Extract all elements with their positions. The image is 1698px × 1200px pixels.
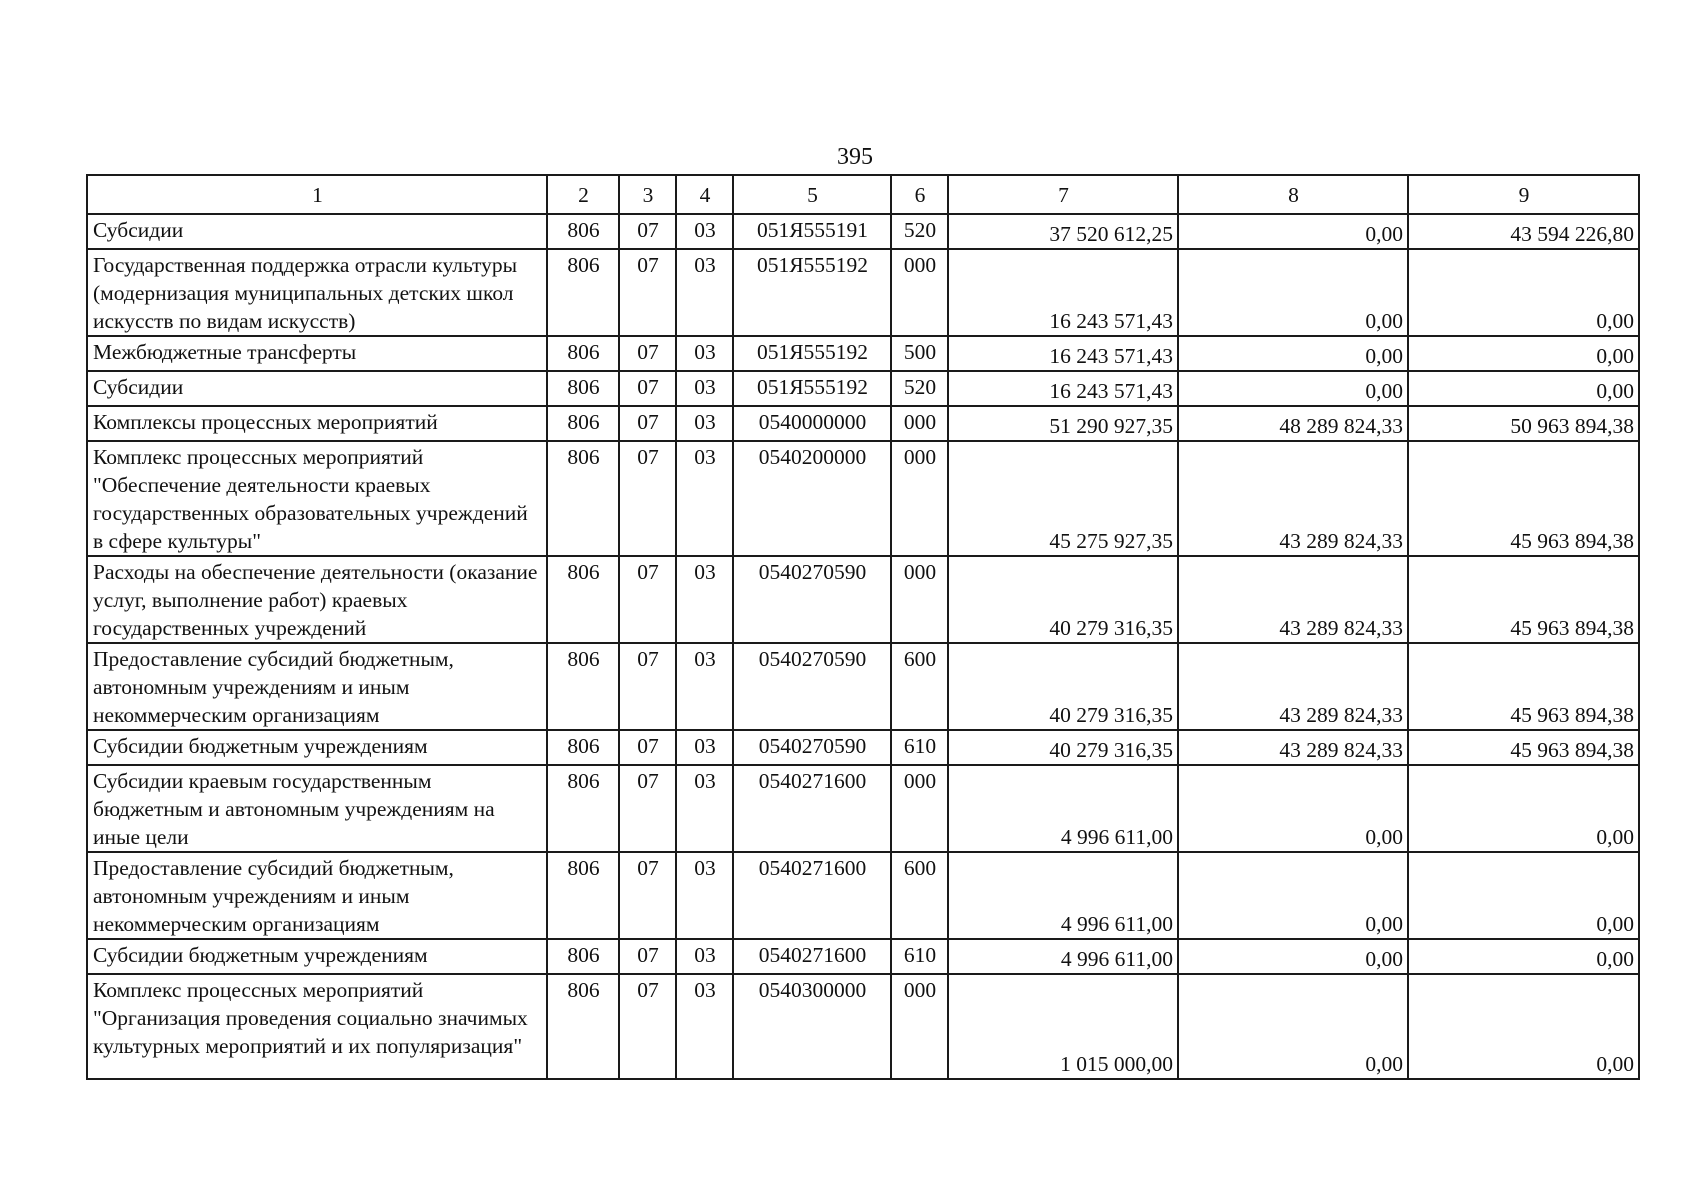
- cell-name: Государственная поддержка отрасли культуры (модернизация муниципальных детских школ искусств по видам искусств): [87, 249, 547, 336]
- cell-amount-col7: 40 279 316,35: [948, 643, 1178, 730]
- table-row: [87, 556, 1639, 643]
- table-row: [87, 371, 1639, 406]
- cell-target-article: 0540200000: [733, 441, 891, 556]
- cell-amount-col8: 0,00: [1178, 214, 1408, 249]
- cell-subsection: 03: [676, 974, 733, 1079]
- cell-section: 07: [619, 643, 676, 730]
- cell-amount-col7: 4 996 611,00: [948, 852, 1178, 939]
- cell-subsection: 03: [676, 371, 733, 406]
- table-row: [87, 939, 1639, 974]
- column-header: 5: [733, 175, 891, 214]
- cell-expense-type: 500: [891, 336, 948, 371]
- cell-expense-type: 610: [891, 730, 948, 765]
- cell-expense-type: 520: [891, 371, 948, 406]
- cell-section: 07: [619, 939, 676, 974]
- cell-expense-type: 610: [891, 939, 948, 974]
- table-row: [87, 765, 1639, 852]
- cell-ministry: 806: [547, 371, 619, 406]
- cell-amount-col8: 48 289 824,33: [1178, 406, 1408, 441]
- cell-amount-col9: 43 594 226,80: [1408, 214, 1639, 249]
- cell-amount-col8: 0,00: [1178, 939, 1408, 974]
- cell-amount-col8: 0,00: [1178, 765, 1408, 852]
- cell-name: Расходы на обеспечение деятельности (оказание услуг, выполнение работ) краевых государственных учреждений: [87, 556, 547, 643]
- column-header: 6: [891, 175, 948, 214]
- cell-subsection: 03: [676, 441, 733, 556]
- cell-expense-type: 000: [891, 406, 948, 441]
- cell-amount-col7: 1 015 000,00: [948, 974, 1178, 1079]
- cell-amount-col9: 45 963 894,38: [1408, 730, 1639, 765]
- cell-amount-col7: 4 996 611,00: [948, 939, 1178, 974]
- table-header: [87, 175, 1639, 214]
- cell-name: Предоставление субсидий бюджетным, автономным учреждениям и иным некоммерческим организациям: [87, 643, 547, 730]
- cell-name: Субсидии краевым государственным бюджетным и автономным учреждениям на иные цели: [87, 765, 547, 852]
- cell-target-article: 051Я555191: [733, 214, 891, 249]
- cell-amount-col7: 40 279 316,35: [948, 730, 1178, 765]
- cell-amount-col8: 0,00: [1178, 336, 1408, 371]
- cell-amount-col7: 16 243 571,43: [948, 249, 1178, 336]
- cell-name: Субсидии бюджетным учреждениям: [87, 730, 547, 765]
- cell-subsection: 03: [676, 730, 733, 765]
- cell-amount-col9: 0,00: [1408, 371, 1639, 406]
- column-header: 8: [1178, 175, 1408, 214]
- table-row: [87, 974, 1639, 1079]
- cell-amount-col7: 37 520 612,25: [948, 214, 1178, 249]
- cell-target-article: 0540270590: [733, 643, 891, 730]
- cell-subsection: 03: [676, 939, 733, 974]
- cell-subsection: 03: [676, 406, 733, 441]
- column-header: 7: [948, 175, 1178, 214]
- cell-amount-col9: 45 963 894,38: [1408, 441, 1639, 556]
- cell-amount-col8: 0,00: [1178, 371, 1408, 406]
- column-header: 1: [87, 175, 547, 214]
- cell-amount-col7: 51 290 927,35: [948, 406, 1178, 441]
- cell-subsection: 03: [676, 643, 733, 730]
- cell-target-article: 0540000000: [733, 406, 891, 441]
- cell-section: 07: [619, 765, 676, 852]
- cell-section: 07: [619, 371, 676, 406]
- cell-subsection: 03: [676, 765, 733, 852]
- cell-section: 07: [619, 441, 676, 556]
- table-row: [87, 643, 1639, 730]
- column-header: 9: [1408, 175, 1639, 214]
- cell-name: Комплексы процессных мероприятий: [87, 406, 547, 441]
- cell-ministry: 806: [547, 556, 619, 643]
- cell-target-article: 0540300000: [733, 974, 891, 1079]
- cell-ministry: 806: [547, 214, 619, 249]
- cell-section: 07: [619, 214, 676, 249]
- cell-subsection: 03: [676, 556, 733, 643]
- page-number: 395: [837, 144, 873, 170]
- cell-amount-col9: 45 963 894,38: [1408, 643, 1639, 730]
- cell-name: Комплекс процессных мероприятий "Обеспечение деятельности краевых государственных образовательных учреждений в сфере культуры": [87, 441, 547, 556]
- cell-amount-col8: 0,00: [1178, 249, 1408, 336]
- cell-ministry: 806: [547, 765, 619, 852]
- cell-subsection: 03: [676, 214, 733, 249]
- cell-subsection: 03: [676, 249, 733, 336]
- cell-amount-col7: 4 996 611,00: [948, 765, 1178, 852]
- cell-name: Комплекс процессных мероприятий "Организация проведения социально значимых культурных мероприятий и их популяризация": [87, 974, 547, 1079]
- column-header: 2: [547, 175, 619, 214]
- column-header: 3: [619, 175, 676, 214]
- table-row: [87, 249, 1639, 336]
- cell-expense-type: 000: [891, 441, 948, 556]
- cell-section: 07: [619, 556, 676, 643]
- budget-table: [86, 174, 1640, 1080]
- cell-section: 07: [619, 336, 676, 371]
- header-row: [87, 175, 1639, 214]
- cell-section: 07: [619, 852, 676, 939]
- cell-ministry: 806: [547, 730, 619, 765]
- cell-amount-col8: 43 289 824,33: [1178, 441, 1408, 556]
- cell-amount-col9: 0,00: [1408, 336, 1639, 371]
- cell-amount-col7: 40 279 316,35: [948, 556, 1178, 643]
- cell-amount-col8: 0,00: [1178, 974, 1408, 1079]
- cell-section: 07: [619, 730, 676, 765]
- cell-name: Субсидии бюджетным учреждениям: [87, 939, 547, 974]
- cell-target-article: 0540270590: [733, 730, 891, 765]
- cell-expense-type: 000: [891, 249, 948, 336]
- table-row: [87, 336, 1639, 371]
- cell-target-article: 0540271600: [733, 939, 891, 974]
- cell-ministry: 806: [547, 249, 619, 336]
- cell-name: Предоставление субсидий бюджетным, автономным учреждениям и иным некоммерческим организациям: [87, 852, 547, 939]
- cell-target-article: 051Я555192: [733, 249, 891, 336]
- table-row: [87, 852, 1639, 939]
- cell-name: Субсидии: [87, 371, 547, 406]
- cell-ministry: 806: [547, 441, 619, 556]
- cell-expense-type: 000: [891, 765, 948, 852]
- cell-section: 07: [619, 249, 676, 336]
- cell-target-article: 051Я555192: [733, 371, 891, 406]
- table-row: [87, 441, 1639, 556]
- cell-expense-type: 000: [891, 974, 948, 1079]
- column-header: 4: [676, 175, 733, 214]
- cell-amount-col9: 45 963 894,38: [1408, 556, 1639, 643]
- cell-ministry: 806: [547, 974, 619, 1079]
- cell-subsection: 03: [676, 852, 733, 939]
- table-body: [87, 214, 1639, 1079]
- cell-expense-type: 600: [891, 852, 948, 939]
- cell-ministry: 806: [547, 939, 619, 974]
- cell-target-article: 051Я555192: [733, 336, 891, 371]
- cell-amount-col9: 0,00: [1408, 974, 1639, 1079]
- cell-name: Субсидии: [87, 214, 547, 249]
- cell-amount-col8: 43 289 824,33: [1178, 730, 1408, 765]
- cell-ministry: 806: [547, 643, 619, 730]
- cell-amount-col7: 16 243 571,43: [948, 336, 1178, 371]
- cell-amount-col7: 16 243 571,43: [948, 371, 1178, 406]
- cell-target-article: 0540270590: [733, 556, 891, 643]
- table-row: [87, 730, 1639, 765]
- cell-expense-type: 520: [891, 214, 948, 249]
- cell-amount-col8: 43 289 824,33: [1178, 556, 1408, 643]
- cell-amount-col7: 45 275 927,35: [948, 441, 1178, 556]
- cell-amount-col9: 0,00: [1408, 852, 1639, 939]
- cell-subsection: 03: [676, 336, 733, 371]
- cell-expense-type: 000: [891, 556, 948, 643]
- cell-section: 07: [619, 406, 676, 441]
- cell-target-article: 0540271600: [733, 765, 891, 852]
- cell-amount-col9: 50 963 894,38: [1408, 406, 1639, 441]
- cell-amount-col8: 43 289 824,33: [1178, 643, 1408, 730]
- table-row: [87, 214, 1639, 249]
- cell-name: Межбюджетные трансферты: [87, 336, 547, 371]
- cell-section: 07: [619, 974, 676, 1079]
- cell-ministry: 806: [547, 336, 619, 371]
- cell-target-article: 0540271600: [733, 852, 891, 939]
- cell-ministry: 806: [547, 852, 619, 939]
- table-row: [87, 406, 1639, 441]
- cell-amount-col9: 0,00: [1408, 939, 1639, 974]
- cell-amount-col9: 0,00: [1408, 765, 1639, 852]
- cell-amount-col9: 0,00: [1408, 249, 1639, 336]
- cell-expense-type: 600: [891, 643, 948, 730]
- cell-ministry: 806: [547, 406, 619, 441]
- cell-amount-col8: 0,00: [1178, 852, 1408, 939]
